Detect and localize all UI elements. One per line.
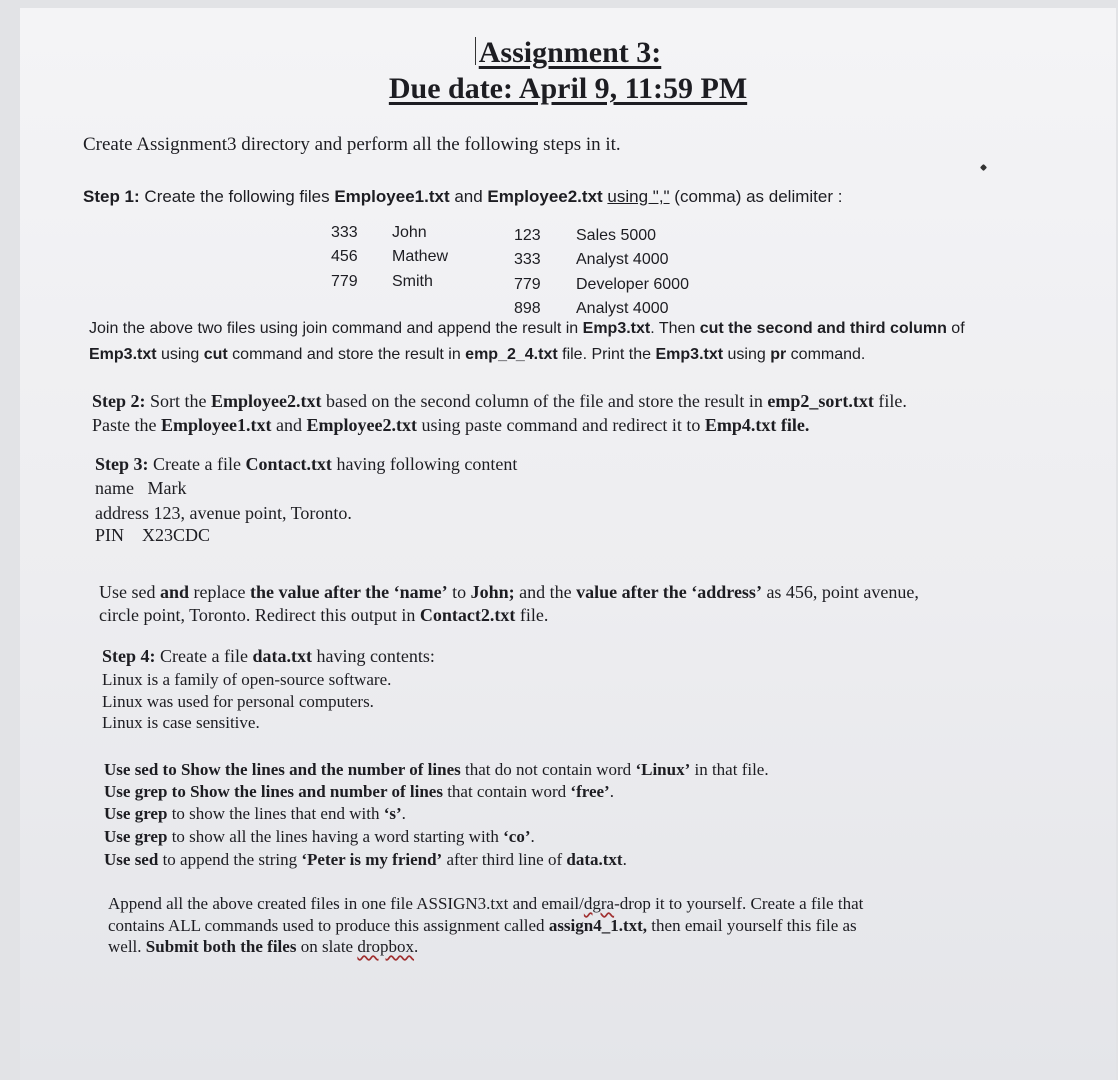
step1-line: Step 1: Create the following files Employee1.txt and Employee2.txt using "," (comma) as delimiter :: [83, 187, 843, 206]
task-sed-show: Use sed to Show the lines and the number of lines that do not contain word ‘Linux’ in that file.: [104, 760, 769, 779]
title-due-date: Due date: April 9, 11:59 PM: [388, 72, 748, 105]
step4-line-1: Step 4: Create a file data.txt having contents:: [102, 646, 435, 666]
step2-line-1: Step 2: Sort the Employee2.txt based on the second column of the file and store the result in emp2_sort.txt file.: [92, 391, 907, 411]
emp1-id: 456: [331, 248, 358, 265]
intro-line: Create Assignment3 directory and perform all the following steps in it.: [83, 134, 621, 155]
final-line-3: well. Submit both the files on slate dropbox.: [108, 937, 419, 956]
contact-pin-line: PIN X23CDC: [95, 525, 211, 545]
title-assignment: Assignment 3:: [20, 36, 1116, 70]
emp1-name: John: [392, 224, 427, 241]
emp2-info: Sales 5000: [576, 227, 657, 244]
task-grep-co: Use grep to show all the lines having a word starting with ‘co’.: [104, 827, 535, 846]
emp2-id: 333: [514, 251, 541, 268]
join-line-1: Join the above two files using join command and append the result in Emp3.txt. Then cut the second and third column of: [89, 320, 965, 337]
emp2-info: Analyst 4000: [576, 251, 669, 268]
join-line-2: Emp3.txt using cut command and store the result in emp_2_4.txt file. Print the Emp3.txt using pr command.: [89, 346, 866, 363]
emp1-name: Mathew: [392, 248, 449, 265]
contact-address-line: address 123, avenue point, Toronto.: [95, 503, 352, 523]
assignment-page: [20, 8, 1116, 1080]
final-line-1: Append all the above created files in one file ASSIGN3.txt and email/dgra-drop it to yourself. Create a file that: [108, 894, 864, 913]
emp1-name: Smith: [392, 273, 433, 290]
emp2-id: 779: [514, 276, 541, 293]
sed-line-1: Use sed and replace the value after the ‘name’ to John; and the value after the ‘address’ as 456, point avenue,: [99, 582, 919, 602]
data-line-2: Linux was used for personal computers.: [102, 692, 374, 711]
emp2-id: 123: [514, 227, 541, 244]
emp1-id: 779: [331, 273, 358, 290]
emp1-id: 333: [331, 224, 358, 241]
step3-line-1: Step 3: Create a file Contact.txt having following content: [95, 454, 518, 474]
task-grep-end-s: Use grep to show the lines that end with ‘s’.: [104, 804, 406, 823]
step2-line-2: Paste the Employee1.txt and Employee2.txt using paste command and redirect it to Emp4.txt file.: [92, 415, 810, 435]
contact-name-line: name Mark: [95, 478, 187, 498]
task-sed-append: Use sed to append the string ‘Peter is my friend’ after third line of data.txt.: [104, 850, 627, 869]
emp2-id: 898: [514, 300, 541, 317]
final-line-2: contains ALL commands used to produce this assignment called assign4_1.txt, then email yourself this file as: [108, 916, 857, 935]
emp2-info: Analyst 4000: [576, 300, 669, 317]
cursor-mark: [980, 164, 987, 171]
data-line-3: Linux is case sensitive.: [102, 713, 260, 732]
data-line-1: Linux is a family of open-source software.: [102, 670, 392, 689]
sed-line-2: circle point, Toronto. Redirect this output in Contact2.txt file.: [99, 605, 549, 625]
emp2-info: Developer 6000: [576, 276, 689, 293]
task-grep-show: Use grep to Show the lines and number of lines that contain word ‘free’.: [104, 782, 614, 801]
